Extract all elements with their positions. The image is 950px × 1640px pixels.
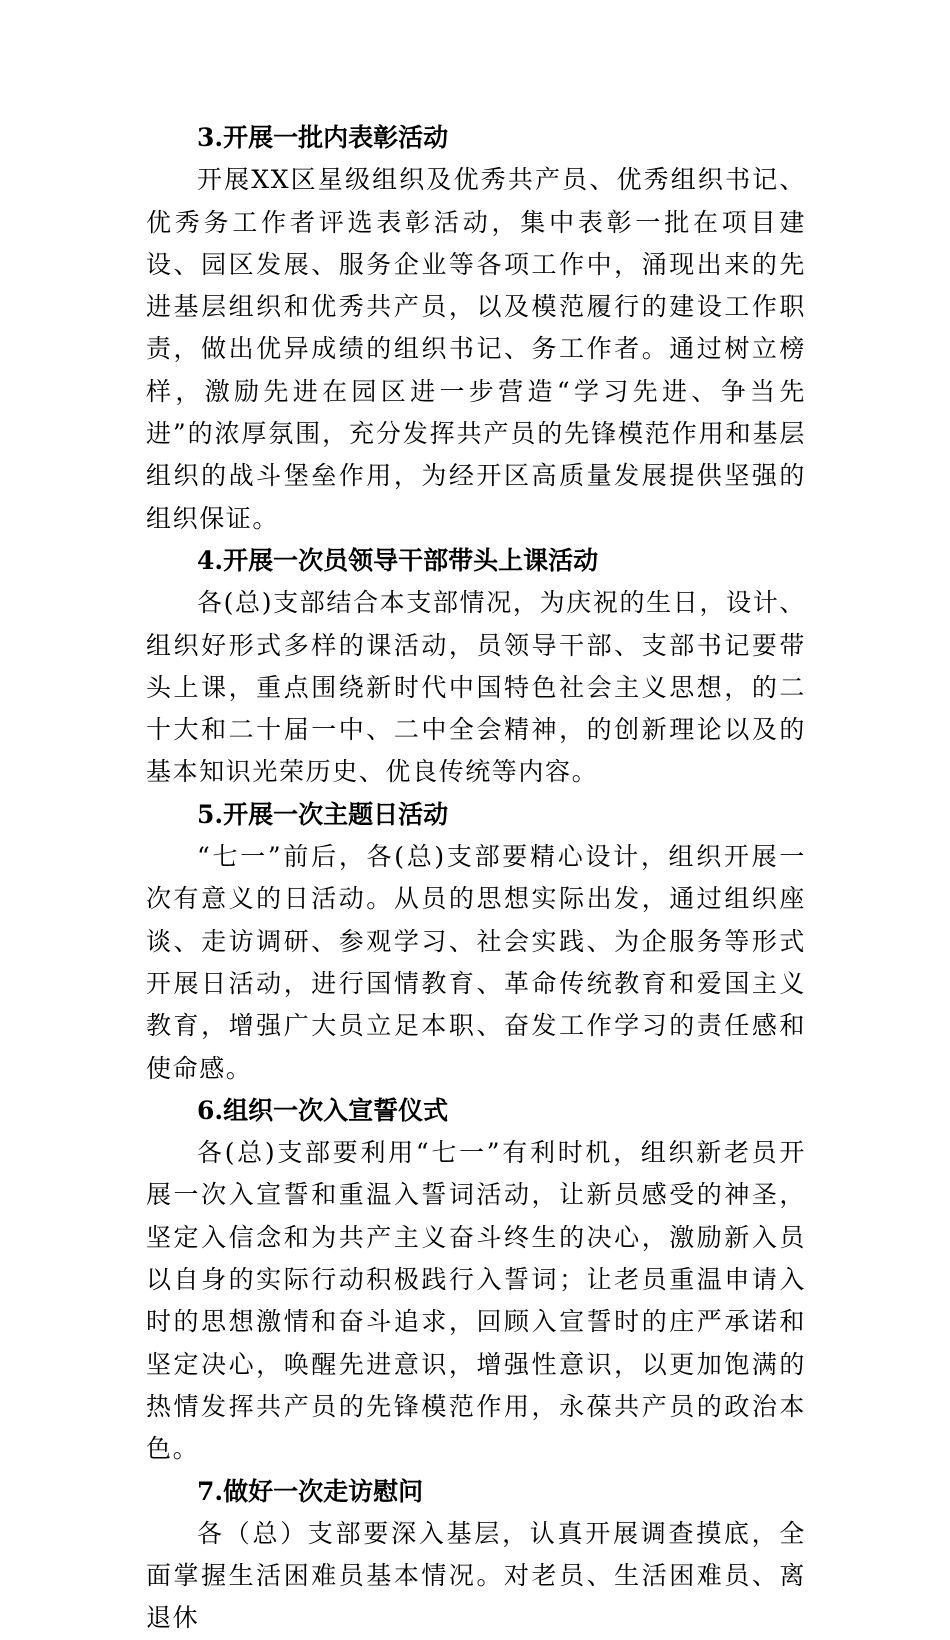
section-5-body: “七一”前后，各(总)支部要精心设计，组织开展一次有意义的日活动。从员的思想实际出发，通过组织座谈、走访调研、参观学习、社会实践、为企服务等形式开展日活动，进行国情教育、革命传统教育和爱国主义教育，增强广大员立足本职、奋发工作学习的责任感和使命感。	[146, 842, 806, 1083]
section-3-heading: 3.开展一批内表彰活动	[197, 123, 449, 152]
section-3-body: 开展XX区星级组织及优秀共产员、优秀组织书记、优秀务工作者评选表彰活动，集中表彰一批在项目建设、园区发展、服务企业等各项工作中，涌现出来的先进基层组织和优秀共产员，以及模范履行的建设工作职责，做出优异成绩的组织书记、务工作者。通过树立榜样，激励先进在园区进一步营造“学习先进、争当先进”的浓厚氛围，充分发挥共产员的先锋模范作用和基层组织的战斗堡垒作用，为经开区高质量发展提供坚强的组织保证。	[146, 165, 806, 533]
section-6-body: 各(总)支部要利用“七一”有利时机，组织新老员开展一次入宣誓和重温入誓词活动，让新员感受的神圣，坚定入信念和为共产主义奋斗终生的决心，激励新入员以自身的实际行动积极践行入誓词；让老员重温申请入时的思想激情和奋斗追求，回顾入宣誓时的庄严承诺和坚定决心，唤醒先进意识，增强性意识，以更加饱满的热情发挥共产员的先锋模范作用，永葆共产员的政治本色。	[146, 1138, 806, 1464]
section-5-heading: 5.开展一次主题日活动	[197, 799, 449, 829]
section-7-heading: 7.做好一次走访慰问	[197, 1476, 424, 1506]
section-4-body: 各(总)支部结合本支部情况，为庆祝的生日，设计、组织好形式多样的课活动，员领导干部、支部书记要带头上课，重点围绕新时代中国特色社会主义思想，的二十大和二十届一中、二中全会精神，的创新理论以及的基本知识光荣历史、优良传统等内容。	[146, 588, 806, 787]
document-page	[146, 117, 806, 1640]
section-6-heading: 6.组织一次入宣誓仪式	[197, 1095, 449, 1125]
section-4-heading: 4.开展一次员领导干部带头上课活动	[197, 545, 599, 575]
section-7-body: 各（总）支部要深入基层，认真开展调查摸底，全面掌握生活困难员基本情况。对老员、生活困难员、离退休	[146, 1518, 806, 1633]
